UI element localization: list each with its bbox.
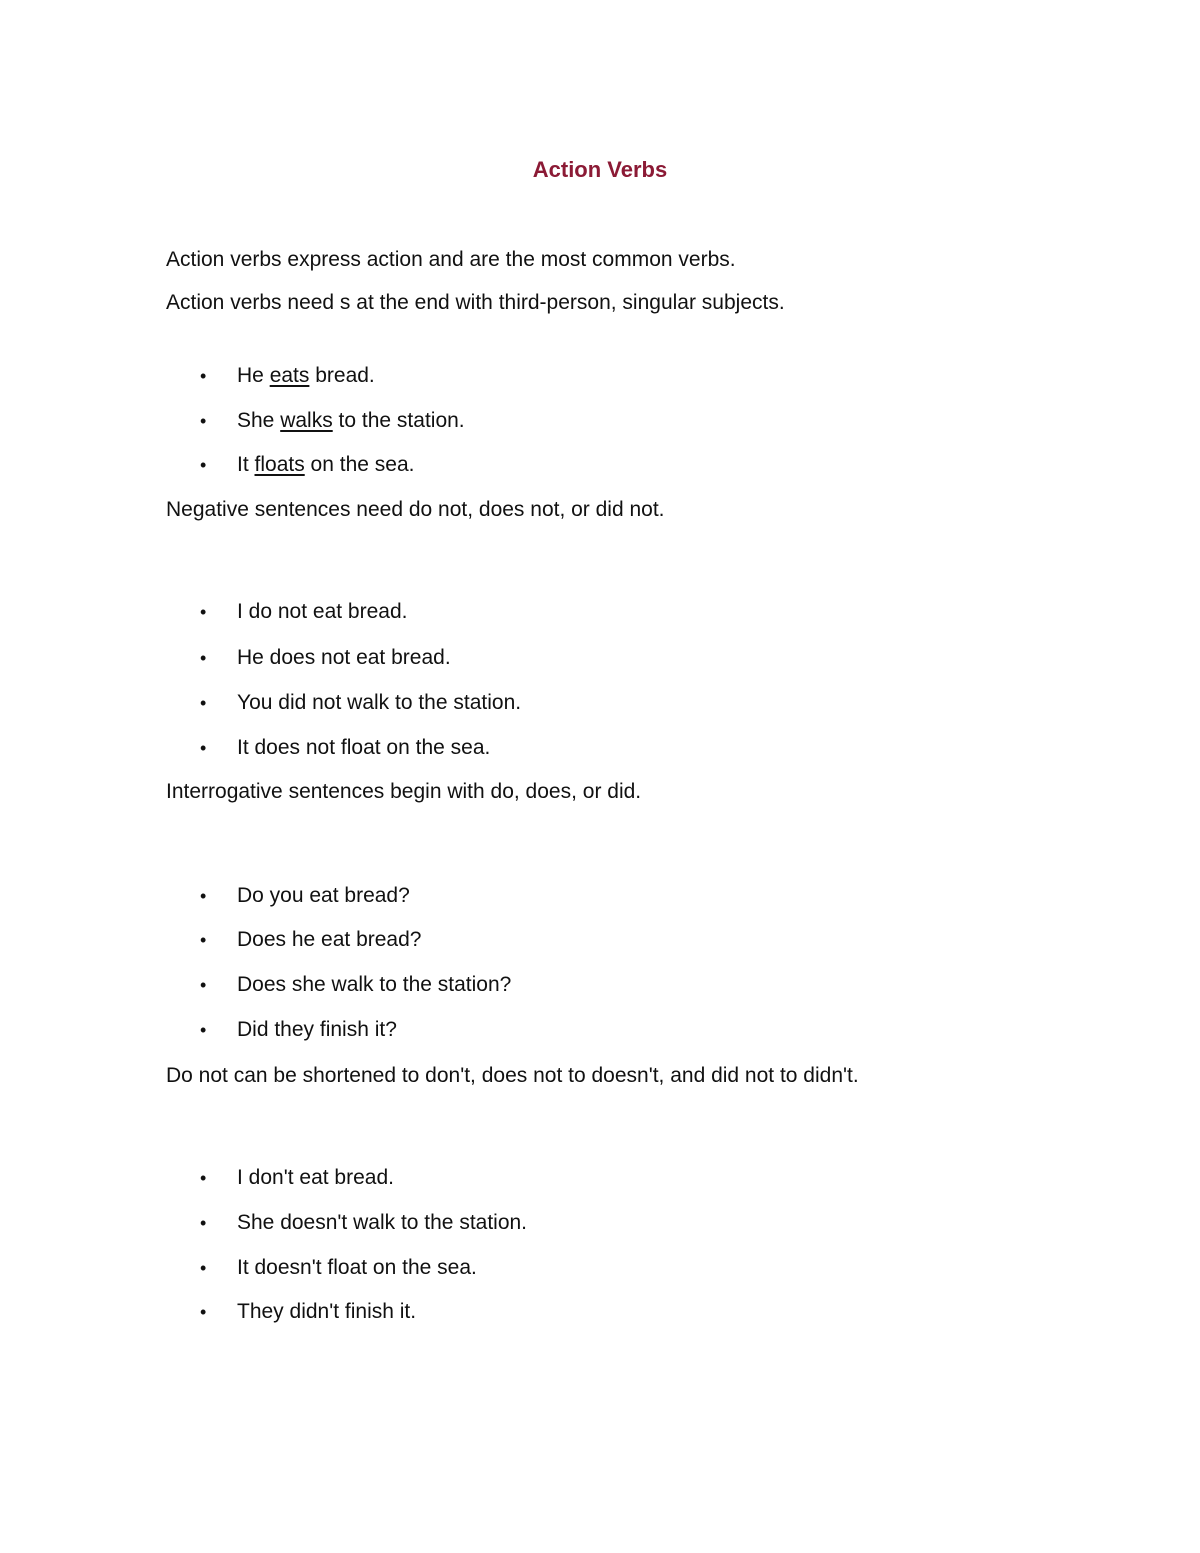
bullet-icon: • (200, 930, 207, 950)
bullet-icon: • (200, 1168, 207, 1188)
bullet-icon: • (200, 738, 207, 758)
intro-line-2: Action verbs need s at the end with third-person, singular subjects. (166, 291, 785, 314)
contraction-item: It doesn't float on the sea. (237, 1256, 477, 1279)
bullet-icon: • (200, 1213, 207, 1233)
example-pre: It (237, 453, 255, 476)
negative-item: It does not float on the sea. (237, 736, 491, 759)
bullet-icon: • (200, 648, 207, 668)
bullet-icon: • (200, 886, 207, 906)
bullet-icon: • (200, 1302, 207, 1322)
example-verb: walks (280, 409, 333, 432)
intro-line-1: Action verbs express action and are the most common verbs. (166, 248, 736, 271)
bullet-icon: • (200, 1258, 207, 1278)
list-item (200, 970, 511, 1000)
example-verb: floats (254, 453, 305, 476)
page-title: Action Verbs (532, 157, 668, 182)
bullet-icon: • (200, 455, 207, 475)
list-item (200, 406, 465, 436)
example-pre: He (237, 364, 270, 387)
example-post: bread. (309, 364, 375, 387)
list-item (200, 688, 521, 718)
negative-item: You did not walk to the station. (237, 691, 522, 714)
contraction-item: She doesn't walk to the station. (237, 1211, 528, 1234)
list-item (200, 733, 490, 763)
list-item (200, 361, 375, 391)
list-item (200, 1253, 477, 1283)
example-pre: She (237, 409, 281, 432)
bullet-icon: • (200, 975, 207, 995)
interrogative-item: Does she walk to the station? (237, 973, 512, 996)
interrogative-heading: Interrogative sentences begin with do, does, or did. (166, 780, 642, 803)
negative-heading: Negative sentences need do not, does not, or did not. (166, 498, 665, 521)
list-item (200, 1163, 394, 1193)
contraction-item: They didn't finish it. (237, 1300, 417, 1323)
negative-item: He does not eat bread. (237, 646, 451, 669)
contractions-heading: Do not can be shortened to don't, does not to doesn't, and did not to didn't. (166, 1064, 859, 1087)
interrogative-item: Do you eat bread? (237, 884, 410, 907)
bullet-icon: • (200, 366, 207, 386)
interrogative-item: Does he eat bread? (237, 928, 422, 951)
list-item (200, 450, 414, 480)
list-item (200, 1015, 397, 1045)
bullet-icon: • (200, 602, 207, 622)
list-item (200, 1208, 527, 1238)
list-item (200, 643, 451, 673)
contraction-item: I don't eat bread. (237, 1166, 394, 1189)
list-item (200, 1297, 416, 1327)
bullet-icon: • (200, 693, 207, 713)
bullet-icon: • (200, 1020, 207, 1040)
negative-item: I do not eat bread. (237, 600, 408, 623)
example-post: to the station. (332, 409, 465, 432)
interrogative-item: Did they finish it? (237, 1018, 397, 1041)
example-verb: eats (269, 364, 310, 387)
list-item (200, 881, 410, 911)
list-item (200, 925, 421, 955)
example-post: on the sea. (304, 453, 415, 476)
list-item (200, 597, 407, 627)
bullet-icon: • (200, 411, 207, 431)
